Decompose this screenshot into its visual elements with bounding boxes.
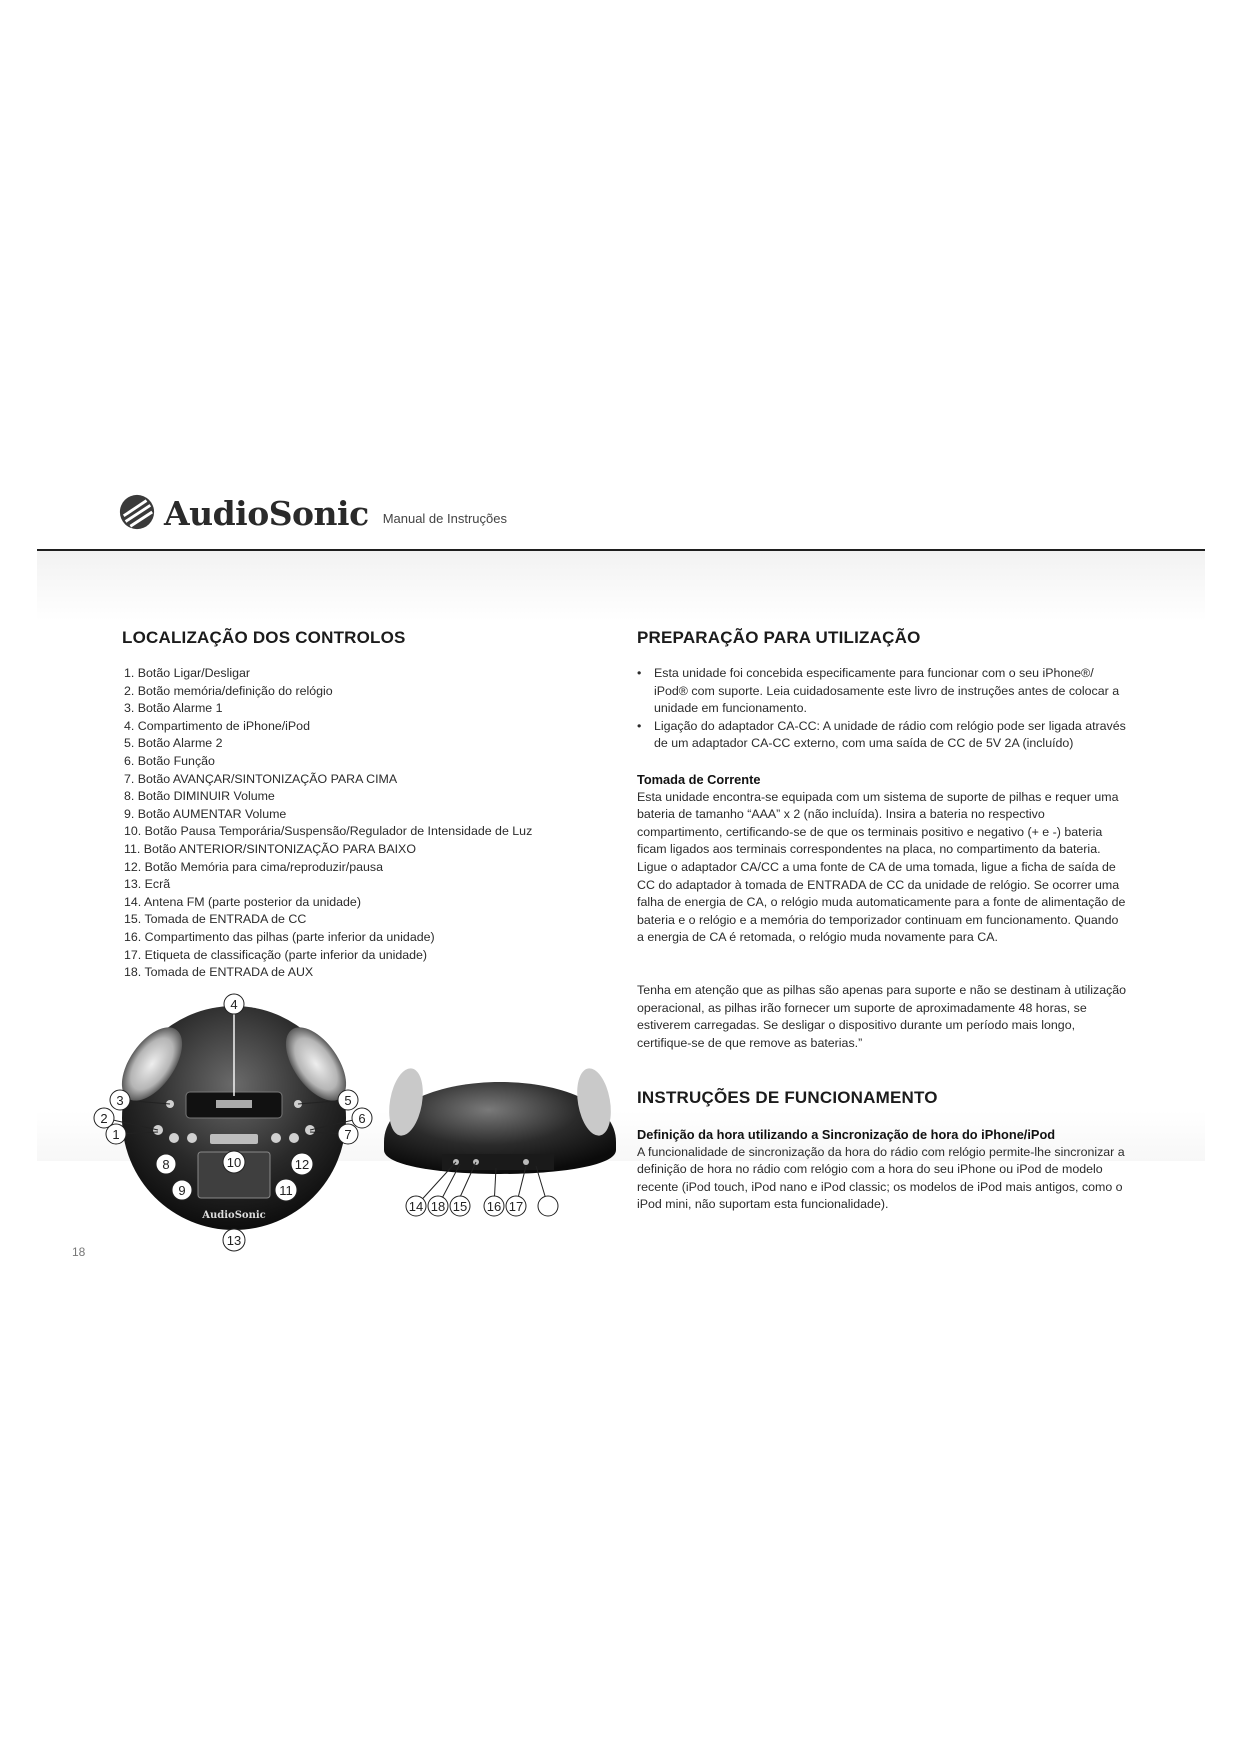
- power-paragraph: Esta unidade encontra-se equipada com um sistema de suporte de pilhas e requer uma bateria de tamanho “AAA” x 2 (não incluída). Insira a bateria no respectivo compartimento, certificando-se de que os terminais positivo e negativo (+ e -) bateria ficam ligados aos terminais correspondentes na placa, no compartimento da bateria. Ligue o adaptador CA/CC a uma fonte de CA de uma tomada, ligue a ficha de saída de CC do adaptador à tomada de ENTRADA de CC da unidade de relógio. Se ocorrer uma falha de energia de CA, o relógio muda automaticamente para a fonte de alimentação de bateria e o relógio e a memória do temporizador continuam em funcionamento. Quando a energia de CA é retomada, o relógio muda novamente para CA.: [637, 789, 1126, 945]
- list-item: 4. Compartimento de iPhone/iPod: [124, 718, 310, 733]
- callout-6: 6: [358, 1111, 366, 1126]
- callout-12: 12: [294, 1157, 310, 1172]
- list-item: 15. Tomada de ENTRADA de CC: [124, 912, 307, 927]
- list-item: 1. Botão Ligar/Desligar: [124, 666, 251, 680]
- controls-section-title: LOCALIZAÇÃO DOS CONTROLOS: [122, 628, 406, 647]
- battery-note: Tenha em atenção que as pilhas são apenas para suporte e não se destinam à utilização operacional, as pilhas irão fornecer um suporte de aproximadamente 48 horas, se estiverem carregadas. Se desligar o dispositivo durante um período mais longo, certifique-se de que remove as baterias.”: [637, 983, 1127, 1050]
- list-item: 5. Botão Alarme 2: [124, 736, 223, 751]
- sync-heading: Definição da hora utilizando a Sincronização de hora do iPhone/iPod: [637, 1127, 1056, 1142]
- sync-paragraph: A funcionalidade de sincronização da hora do rádio com relógio permite-lhe sincronizar a definição de hora no rádio com relógio com a hora do seu iPhone ou iPod de modelo recente (iPod touch, iPod nano e iPod classic; os modelos de iPod mais antigos, como o iPod mini, não suportam esta funcionalidade).: [637, 1144, 1125, 1212]
- list-item: 16. Compartimento das pilhas (parte inferior da unidade): [124, 929, 435, 944]
- device-brand-label: AudioSonic: [202, 1210, 266, 1221]
- back-callouts: [406, 1196, 558, 1216]
- preparation-section-title: PREPARAÇÃO PARA UTILIZAÇÃO: [637, 628, 921, 647]
- list-item: 6. Botão Função: [124, 753, 215, 768]
- callout-7: 7: [344, 1127, 352, 1142]
- list-item: 2. Botão memória/definição do relógio: [124, 683, 333, 698]
- bullet-text: Ligação do adaptador CA-CC: A unidade de rádio com relógio pode ser ligada através de um adaptador CA-CC externo, com uma saída de CC de 5V 2A (incluído): [654, 718, 1126, 751]
- list-item: 17. Etiqueta de classificação (parte inferior da unidade): [124, 947, 428, 962]
- list-item: 12. Botão Memória para cima/reproduzir/pausa: [124, 859, 383, 874]
- callout-2: 2: [100, 1111, 108, 1126]
- callout-16: 16: [486, 1199, 502, 1214]
- brand-header: [118, 490, 507, 534]
- sync-section: [637, 1126, 1127, 1214]
- list-item: [637, 665, 1127, 718]
- callout-8: 8: [162, 1157, 170, 1172]
- instructions-section-title: INSTRUÇÕES DE FUNCIONAMENTO: [637, 1088, 938, 1107]
- list-item: 11. Botão ANTERIOR/SINTONIZAÇÃO PARA BAIXO: [124, 841, 416, 856]
- list-item: [637, 718, 1127, 753]
- list-item: 18. Tomada de ENTRADA de AUX: [124, 965, 314, 980]
- callout-11: 11: [279, 1183, 293, 1198]
- list-item: 14. Antena FM (parte posterior da unidade): [124, 894, 361, 909]
- power-section: [637, 771, 1127, 947]
- list-item: 10. Botão Pausa Temporária/Suspensão/Regulador de Intensidade de Luz: [124, 824, 533, 839]
- bullet-mark: •: [637, 718, 642, 733]
- manual-subtitle: Manual de Instruções: [382, 511, 507, 526]
- callout-1: 1: [112, 1127, 120, 1142]
- list-item: 7. Botão AVANÇAR/SINTONIZAÇÃO PARA CIMA: [124, 771, 398, 786]
- callout-17: 17: [508, 1199, 524, 1214]
- callout-10: 10: [226, 1155, 242, 1170]
- list-item: 13. Ecrã: [124, 877, 171, 892]
- audiosonic-logo-icon: [118, 493, 156, 531]
- list-item: 3. Botão Alarme 1: [124, 701, 223, 716]
- controls-list: [124, 665, 594, 982]
- power-heading: Tomada de Corrente: [637, 772, 761, 787]
- list-item: 8. Botão DIMINUIR Volume: [124, 789, 275, 804]
- list-item: 9. Botão AUMENTAR Volume: [124, 806, 287, 821]
- bullet-mark: •: [637, 666, 642, 680]
- front-device-illustration: [90, 992, 378, 1254]
- callout-4: 4: [230, 997, 238, 1012]
- page-number: 18: [72, 1245, 86, 1259]
- brand-name: AudioSonic: [164, 494, 369, 533]
- callout-13: 13: [226, 1233, 242, 1248]
- callout-14: 14: [408, 1199, 424, 1214]
- callout-5: 5: [344, 1093, 352, 1108]
- callout-18: 18: [430, 1199, 446, 1214]
- bullet-text: Esta unidade foi concebida especificamente para funcionar com o seu iPhone®/ iPod® com suporte. Leia cuidadosamente este livro de instruções antes de colocar a unidade em funcionamento.: [654, 666, 1120, 716]
- back-device-illustration: [376, 1032, 626, 1218]
- preparation-bullets: [637, 665, 1127, 753]
- callout-15: 15: [452, 1199, 468, 1214]
- callout-9: 9: [178, 1183, 186, 1198]
- callout-3: 3: [116, 1093, 124, 1108]
